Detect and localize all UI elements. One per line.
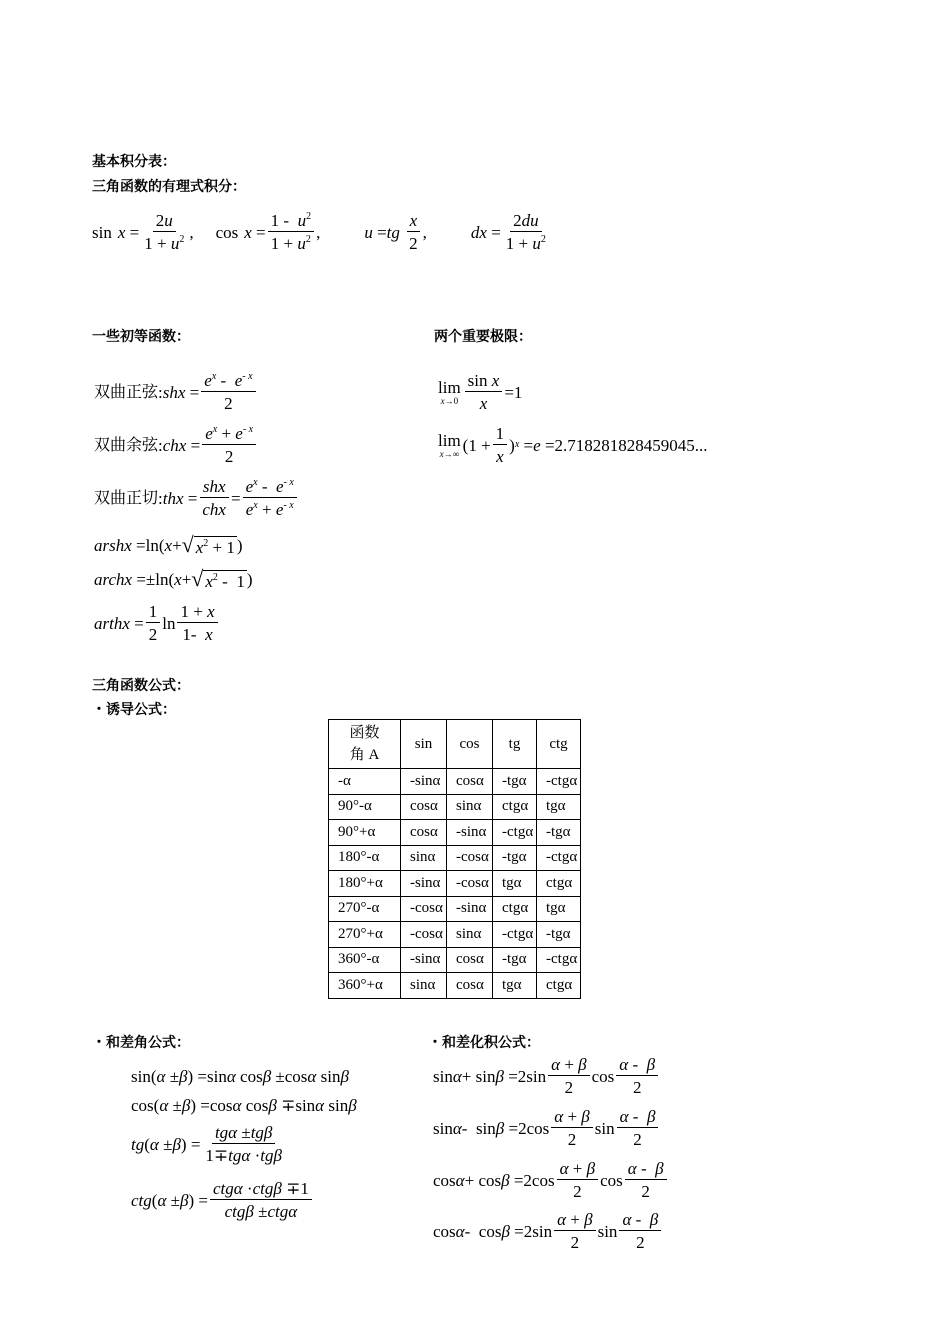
formula-tg-sum: tg ( α ± β ) = $\frac{\text{tgα ±tgβ}}{\text{1∓tgα ·tgβ}}$ [131,1123,282,1165]
table-row: 360°-α -sinα cosα -tgα -ctgα [329,947,581,973]
heading-limits: 两个重要极限： [434,329,532,345]
formula-cos-minus-cos: cos α - cos β =2sin $\frac{\alpha + \beta}{2}$ sin $\frac{\alpha - \beta}{2}$ [433,1211,663,1251]
table-row: 90°-α cosα sinα ctgα tgα [329,794,581,820]
formula-limit-e: lim x→∞ (1 + $\frac{1}{x}$ ) x = e = 2.718281828459045... [438,424,708,466]
formula-arsh: arshx =ln( x + √ $x^2 + 1$ ) [94,532,243,557]
formula-limit-sinx: lim x→0 $\frac{\text{sin x}}{x}$ =1 [438,371,523,413]
formula-tanh: 双曲正切 : thx = $\frac{\text{shx}}{\text{chx}}$ = $\frac{e^x - e^{- x}}{e^x + e^{- x}}$ [94,478,299,518]
formula-weierstrass: sin x = $\frac{2u}{1 + u^2}$ , cos x = $\frac{1 - u^2}{1 + u^2}$ , u = tg $\frac{x}{2}$ , dx = $\frac{2du}{1 + u^2}$ [92,211,546,253]
table-row: 180°-α sinα -cosα -tgα -ctgα [329,845,581,871]
heading-sum-to-product: ・和差化积公式： [428,1035,540,1051]
formula-cosh: 双曲余弦 : chx = $\frac{e^x + e^{- x}}{2}$ [94,425,258,465]
heading-induction: ・诱导公式： [92,702,176,718]
formula-sin-minus-sin: sin α - sin β =2cos $\frac{\alpha + \beta}{2}$ sin $\frac{\alpha - \beta}{2}$ [433,1108,660,1148]
formula-sin-plus-sin: sin α + sin β =2sin $\frac{\alpha + \beta}{2}$ cos $\frac{\alpha - \beta}{2}$ [433,1056,660,1096]
label-cosh: 双曲余弦 [94,435,159,454]
formula-ctg-sum: ctg ( α ± β ) = $\frac{\text{ctgα ·ctgβ ∓1}}{\text{ctgβ ±ctgα}}$ [131,1180,314,1220]
heading-elementary: 一些初等函数： [92,329,190,345]
table-row: 90°+α cosα -sinα -ctgα -tgα [329,820,581,846]
formula-sin-sum: sin( α ± β ) =sin α cos β ±cos α sin β [131,1067,349,1086]
table-row: 270°+α -cosα sinα -ctgα -tgα [329,922,581,948]
e-value: 2.718281828459045... [554,435,708,455]
header-cos: cos [447,720,493,769]
header-tg: tg [493,720,537,769]
induction-table [328,719,581,999]
heading-trig-rational: 三角函数的有理式积分： [92,179,246,195]
formula-cos-plus-cos: cos α + cos β =2cos $\frac{\alpha + \beta}{2}$ cos $\frac{\alpha - \beta}{2}$ [433,1160,669,1200]
table-row: 360°+α sinα cosα tgα ctgα [329,973,581,999]
label-sinh: 双曲正弦 [94,382,159,401]
table-row: 180°+α -sinα -cosα tgα ctgα [329,871,581,897]
header-corner: 函数 角 A [329,720,401,769]
header-sin: sin [401,720,447,769]
formula-sinh: 双曲正弦 : shx = $\frac{e^x - e^{- x}}{2}$ [94,372,258,412]
heading-basic-integral: 基本积分表： [92,154,176,170]
heading-sum-diff-angle: ・和差角公式： [92,1035,190,1051]
heading-trig-formulas: 三角函数公式： [92,678,190,694]
table-row: 270°-α -cosα -sinα ctgα tgα [329,896,581,922]
formula-arch: archx =±ln( x + √ $x^2 - 1$ ) [94,566,253,591]
formula-cos-sum: cos( α ± β ) =cos α cos β ∓sin α sin β [131,1096,357,1115]
table-header-row [329,720,581,769]
table-row: -α -sinα cosα -tgα -ctgα [329,769,581,795]
label-tanh: 双曲正切 [94,488,159,507]
header-ctg: ctg [537,720,581,769]
formula-arth: arthx = $\frac{1}{2}$ ln $\frac{1 + x}{1- x}$ [94,603,220,643]
